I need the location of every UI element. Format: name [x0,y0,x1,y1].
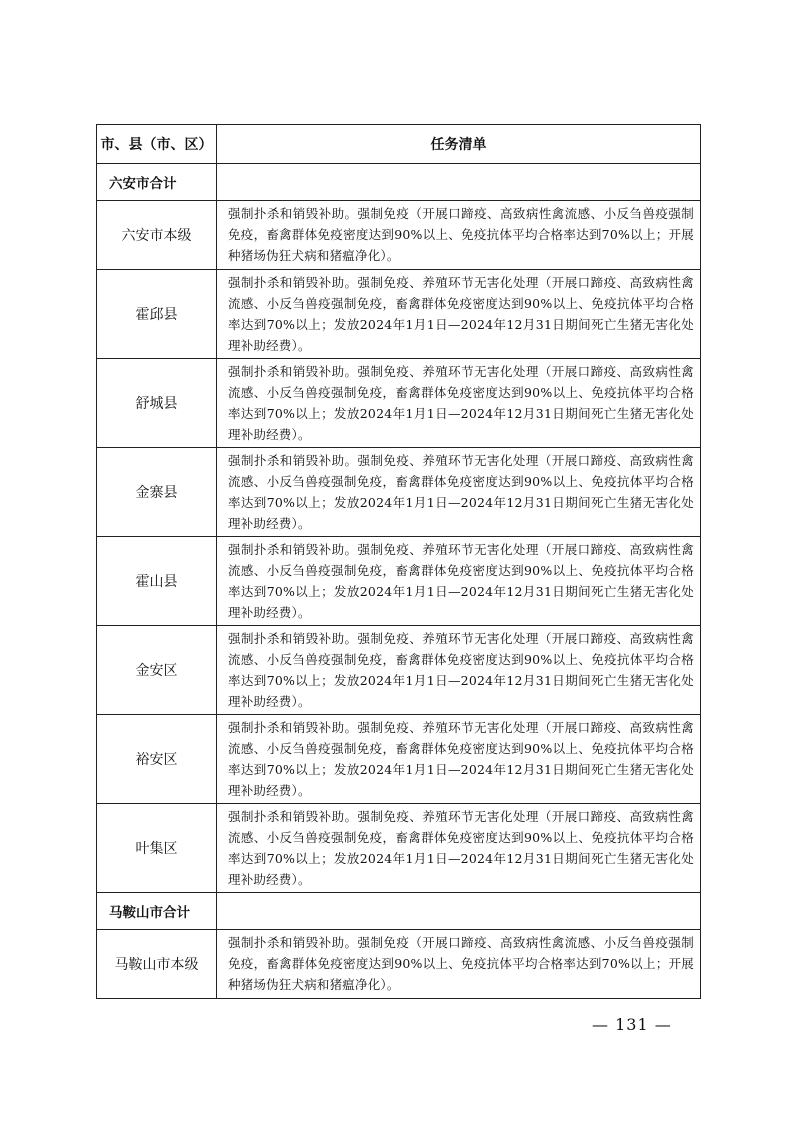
task-list-table [96,124,701,999]
region-cell: 六安市本级 [97,201,217,270]
table-header-row [97,125,701,164]
header-region: 市、县（市、区） [97,125,217,164]
region-cell: 霍山县 [97,537,217,626]
table-row [97,201,701,270]
table-row [97,270,701,359]
group-empty-cell [217,164,701,201]
task-cell: 强制扑杀和销毁补助。强制免疫、养殖环节无害化处理（开展口蹄疫、高致病性禽流感、小反刍兽疫强制免疫，畜禽群体免疫密度达到90%以上、免疫抗体平均合格率达到70%以上；发放2024年1月1日—2024年12月31日期间死亡生猪无害化处理补助经费）。 [217,715,701,804]
region-cell: 霍邱县 [97,270,217,359]
region-cell: 马鞍山市本级 [97,930,217,999]
task-cell: 强制扑杀和销毁补助。强制免疫、养殖环节无害化处理（开展口蹄疫、高致病性禽流感、小反刍兽疫强制免疫，畜禽群体免疫密度达到90%以上、免疫抗体平均合格率达到70%以上；发放2024年1月1日—2024年12月31日期间死亡生猪无害化处理补助经费）。 [217,537,701,626]
group-label: 六安市合计 [97,164,217,201]
task-cell: 强制扑杀和销毁补助。强制免疫（开展口蹄疫、高致病性禽流感、小反刍兽疫强制免疫，畜禽群体免疫密度达到90%以上、免疫抗体平均合格率达到70%以上；开展种猪场伪狂犬病和猪瘟净化）。 [217,930,701,999]
table-row [97,804,701,893]
region-cell: 舒城县 [97,359,217,448]
group-row-maanshan [97,893,701,930]
task-cell: 强制扑杀和销毁补助。强制免疫、养殖环节无害化处理（开展口蹄疫、高致病性禽流感、小反刍兽疫强制免疫，畜禽群体免疫密度达到90%以上、免疫抗体平均合格率达到70%以上；发放2024年1月1日—2024年12月31日期间死亡生猪无害化处理补助经费）。 [217,448,701,537]
table-row [97,930,701,999]
task-cell: 强制扑杀和销毁补助。强制免疫、养殖环节无害化处理（开展口蹄疫、高致病性禽流感、小反刍兽疫强制免疫，畜禽群体免疫密度达到90%以上、免疫抗体平均合格率达到70%以上；发放2024年1月1日—2024年12月31日期间死亡生猪无害化处理补助经费）。 [217,626,701,715]
group-row-luan [97,164,701,201]
page-number: — 131 — [592,1015,672,1034]
region-cell: 裕安区 [97,715,217,804]
table-row [97,359,701,448]
region-cell: 金安区 [97,626,217,715]
group-label: 马鞍山市合计 [97,893,217,930]
table-row [97,626,701,715]
region-cell: 金寨县 [97,448,217,537]
region-cell: 叶集区 [97,804,217,893]
task-cell: 强制扑杀和销毁补助。强制免疫（开展口蹄疫、高致病性禽流感、小反刍兽疫强制免疫，畜禽群体免疫密度达到90%以上、免疫抗体平均合格率达到70%以上；开展种猪场伪狂犬病和猪瘟净化）。 [217,201,701,270]
table-row [97,715,701,804]
header-task-list: 任务清单 [217,125,701,164]
task-cell: 强制扑杀和销毁补助。强制免疫、养殖环节无害化处理（开展口蹄疫、高致病性禽流感、小反刍兽疫强制免疫，畜禽群体免疫密度达到90%以上、免疫抗体平均合格率达到70%以上；发放2024年1月1日—2024年12月31日期间死亡生猪无害化处理补助经费）。 [217,804,701,893]
table-row [97,537,701,626]
task-cell: 强制扑杀和销毁补助。强制免疫、养殖环节无害化处理（开展口蹄疫、高致病性禽流感、小反刍兽疫强制免疫，畜禽群体免疫密度达到90%以上、免疫抗体平均合格率达到70%以上；发放2024年1月1日—2024年12月31日期间死亡生猪无害化处理补助经费）。 [217,270,701,359]
table-row [97,448,701,537]
task-cell: 强制扑杀和销毁补助。强制免疫、养殖环节无害化处理（开展口蹄疫、高致病性禽流感、小反刍兽疫强制免疫，畜禽群体免疫密度达到90%以上、免疫抗体平均合格率达到70%以上；发放2024年1月1日—2024年12月31日期间死亡生猪无害化处理补助经费）。 [217,359,701,448]
group-empty-cell [217,893,701,930]
